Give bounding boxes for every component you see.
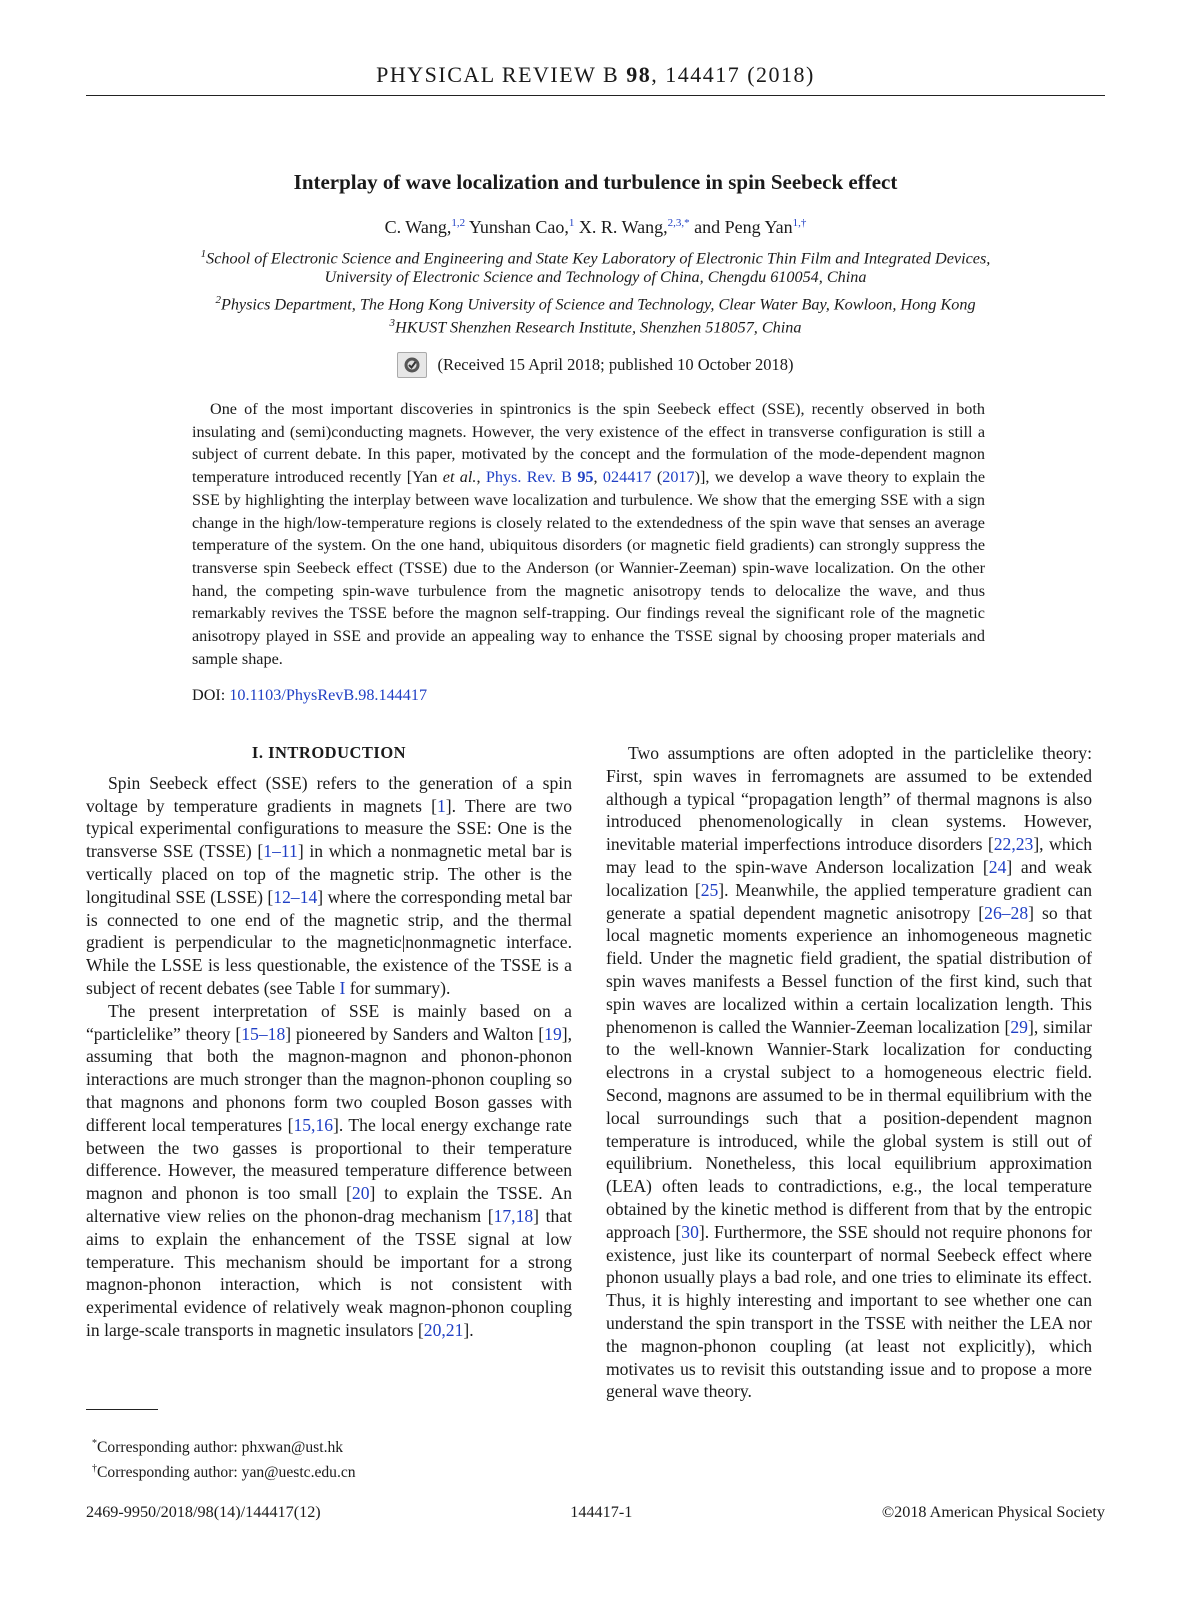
author-affil-link[interactable]: 2,3,* bbox=[667, 217, 690, 229]
affiliation-3: $^3$HKUST Shenzhen Research Institute, Shenzhen 518057, China bbox=[389, 317, 802, 337]
citation-link[interactable]: 24 bbox=[988, 856, 1007, 877]
journal-volume: 98 bbox=[626, 62, 652, 87]
affiliation-2: $^2$Physics Department, The Hong Kong University of Science and Technology, Clear Water Bay, Kowloon, Hong Kong bbox=[215, 294, 976, 314]
footnote-divider bbox=[86, 1409, 158, 1410]
author-name: and Peng Yan bbox=[689, 217, 793, 237]
journal-article: , 144417 (2018) bbox=[651, 62, 815, 87]
citation-link[interactable]: 30 bbox=[681, 1221, 699, 1242]
author-affil-link[interactable]: 1,† bbox=[792, 217, 807, 229]
author-affil-link[interactable]: 1 bbox=[568, 217, 575, 229]
copyright: ©2018 American Physical Society bbox=[881, 1503, 1105, 1521]
right-column bbox=[606, 742, 1092, 1403]
journal-name: PHYSICAL REVIEW B bbox=[376, 62, 627, 87]
author-name: C. Wang, bbox=[384, 217, 452, 237]
affiliation-1-cont: University of Electronic Science and Technology of China, Chengdu 610054, China bbox=[324, 268, 867, 286]
section-heading: I. INTRODUCTION bbox=[251, 743, 407, 762]
abstract-ref-year-link[interactable]: 2017 bbox=[662, 468, 695, 487]
abstract-ref-page-link[interactable]: 024417 bbox=[602, 468, 652, 487]
paragraph: Spin Seebeck effect (SSE) refers to the generation of a spin voltage by temperature gradients in magnets [1]. There are two typical experimental configurations to measure the SSE: One is the transverse SSE (TSSE) [1–11] in which a nonmagnetic metal bar is vertically placed on top of the magnetic strip. The other is the longitudinal SSE (LSSE) [12–14] where the corresponding metal bar is connected to one end of the magnetic strip, and the thermal gradient is perpendicular to the magnetic|nonmagnetic interface. While the LSSE is less questionable, the existence of the TSSE is a subject of recent debates (see Table I for summary). bbox=[86, 772, 572, 998]
check-for-updates-icon[interactable] bbox=[397, 352, 427, 378]
author-affil-link[interactable]: 1,2 bbox=[451, 217, 466, 229]
paper-title: Interplay of wave localization and turbulence in spin Seebeck effect bbox=[293, 170, 898, 194]
citation-link[interactable]: 15–18 bbox=[241, 1023, 286, 1044]
citation-link[interactable]: 12–14 bbox=[273, 886, 318, 907]
footnote: †Corresponding author: yan@uestc.edu.cn bbox=[92, 1463, 356, 1482]
doi-link[interactable]: 10.1103/PhysRevB.98.144417 bbox=[229, 686, 428, 704]
paragraph: Two assumptions are often adopted in the particlelike theory: First, spin waves in ferromagnets are assumed to be extended although a typical “propagation length” of thermal magnons is also introduced phenomenologically in clean systems. However, inevitable material imperfections introduce disorders [22,23], which may lead to the spin-wave Anderson localization [24] and weak localization [25]. Meanwhile, the applied temperature gradient can generate a spatial dependent magnetic anisotropy [26–28] so that local magnetic moments experience an inhomogeneous magnetic field. Under the magnetic field gradient, the spatial distribution of spin waves manifests a Bessel function of the first kind, such that spin waves are localized within a certain localization length. This phenomenon is called the Wannier-Zeeman localization [29], similar to the well-known Wannier-Stark localization for conducting electrons in a crystal subject to a homogeneous electric field. Second, magnons are assumed to be in thermal equilibrium with the local surroundings such that a position-dependent magnon temperature is introduced, while the global system is still out of equilibrium. Nonetheless, this local equilibrium approximation (LEA) often leads to contradictions, e.g., the local temperature obtained by the kinetic method is different from that by the entropic approach [30]. Furthermore, the SSE should not require phonons for existence, just like its counterpart of normal Seebeck effect where phonon usually plays a bad role, and one tries to eliminate its effect. Thus, it is highly interesting and important to see whether one can understand the spin transport in the TSSE with neither the LEA nor the magnon-phonon coupling (at least not explicitly), which motivates us to revisit this outstanding issue and to propose a more general wave theory. bbox=[606, 743, 1093, 1402]
citation-link[interactable]: 19 bbox=[544, 1023, 562, 1044]
footnotes bbox=[92, 1433, 356, 1483]
paragraph: The present interpretation of SSE is mainly based on a “particlelike” theory [15–18] pioneered by Sanders and Walton [19], assuming that both the magnon-magnon and phonon-phonon interactions are much stronger than the magnon-phonon coupling so that magnons and phonons form two coupled Boson gasses with different local temperatures [15,16]. The local energy exchange rate between the two gasses is proportional to their temperature difference. However, the measured temperature difference between magnon and phonon is too small [20] to explain the TSSE. An alternative view relies on the phonon-drag mechanism [17,18] that aims to explain the enhancement of the TSSE signal at low temperature. This mechanism should be important for a strong magnon-phonon interaction, which is not consistent with experimental evidence of relatively weak magnon-phonon coupling in large-scale transports in magnetic insulators [20,21]. bbox=[86, 1000, 572, 1340]
affiliation-1: $^1$School of Electronic Science and Engineering and State Key Laboratory of Electronic Thin Film and Integrated Devices, bbox=[200, 248, 991, 268]
abstract: One of the most important discoveries in spintronics is the spin Seebeck effect (SSE), recently observed in both insulating and (semi)conducting magnets. However, the very existence of the effect in transverse configuration is still a subject of current debate. In this paper, motivated by the concept and the formulation of the mode-dependent magnon temperature introduced recently [Yan et al., Phys. Rev. B 95, 024417 (2017)], we develop a wave theory to explain the SSE by highlighting the interplay between wave localization and turbulence. We show that the emerging SSE with a sign change in the high/low-temperature regions is closely related to the extendedness of the spin wave that senses an average temperature of the system. On the one hand, ubiquitous disorders (or magnetic field gradients) can strongly suppress the transverse spin Seebeck effect (TSSE) due to the Anderson (or Wannier-Zeeman) spin-wave localization. On the other hand, the competing spin-wave turbulence from the magnetic anisotropy tends to delocalize the wave, and thus remarkably revives the TSSE before the magnon self-trapping. Our findings reveal the significant role of the magnetic anisotropy played in SSE and provide an appealing way to enhance the TSSE signal by choosing proper materials and sample shape. bbox=[192, 400, 986, 668]
citation-link[interactable]: 15,16 bbox=[293, 1114, 334, 1135]
journal-header bbox=[86, 62, 1105, 96]
received-line bbox=[0, 352, 1191, 378]
citation-link[interactable]: 1–11 bbox=[263, 841, 298, 862]
citation-link[interactable]: 22,23 bbox=[993, 834, 1034, 855]
citation-link[interactable]: 17,18 bbox=[493, 1205, 534, 1226]
citation-link[interactable]: 20,21 bbox=[423, 1319, 464, 1340]
citation-link[interactable]: 1 bbox=[436, 795, 446, 816]
author-name: X. R. Wang, bbox=[574, 217, 668, 237]
doi-line: DOI: 10.1103/PhysRevB.98.144417 bbox=[192, 686, 428, 704]
page-number: 144417-1 bbox=[570, 1503, 633, 1521]
citation-link[interactable]: 25 bbox=[700, 879, 719, 900]
abstract-ref-journal-link[interactable]: Phys. Rev. B 95 bbox=[485, 468, 594, 487]
citation-link[interactable]: 26–28 bbox=[984, 902, 1029, 923]
citation-link[interactable]: 29 bbox=[1010, 1016, 1028, 1037]
received-dates: (Received 15 April 2018; published 10 October 2018) bbox=[437, 355, 794, 374]
author-name: Yunshan Cao, bbox=[465, 217, 569, 237]
footnote: *Corresponding author: phxwan@ust.hk bbox=[92, 1438, 344, 1457]
footer-issn: 2469-9950/2018/98(14)/144417(12) bbox=[86, 1503, 321, 1521]
left-column bbox=[86, 742, 572, 1342]
table-link[interactable]: I bbox=[339, 977, 346, 998]
citation-link[interactable]: 20 bbox=[351, 1183, 370, 1204]
author-list bbox=[0, 217, 1191, 238]
page-footer bbox=[86, 1503, 1105, 1522]
